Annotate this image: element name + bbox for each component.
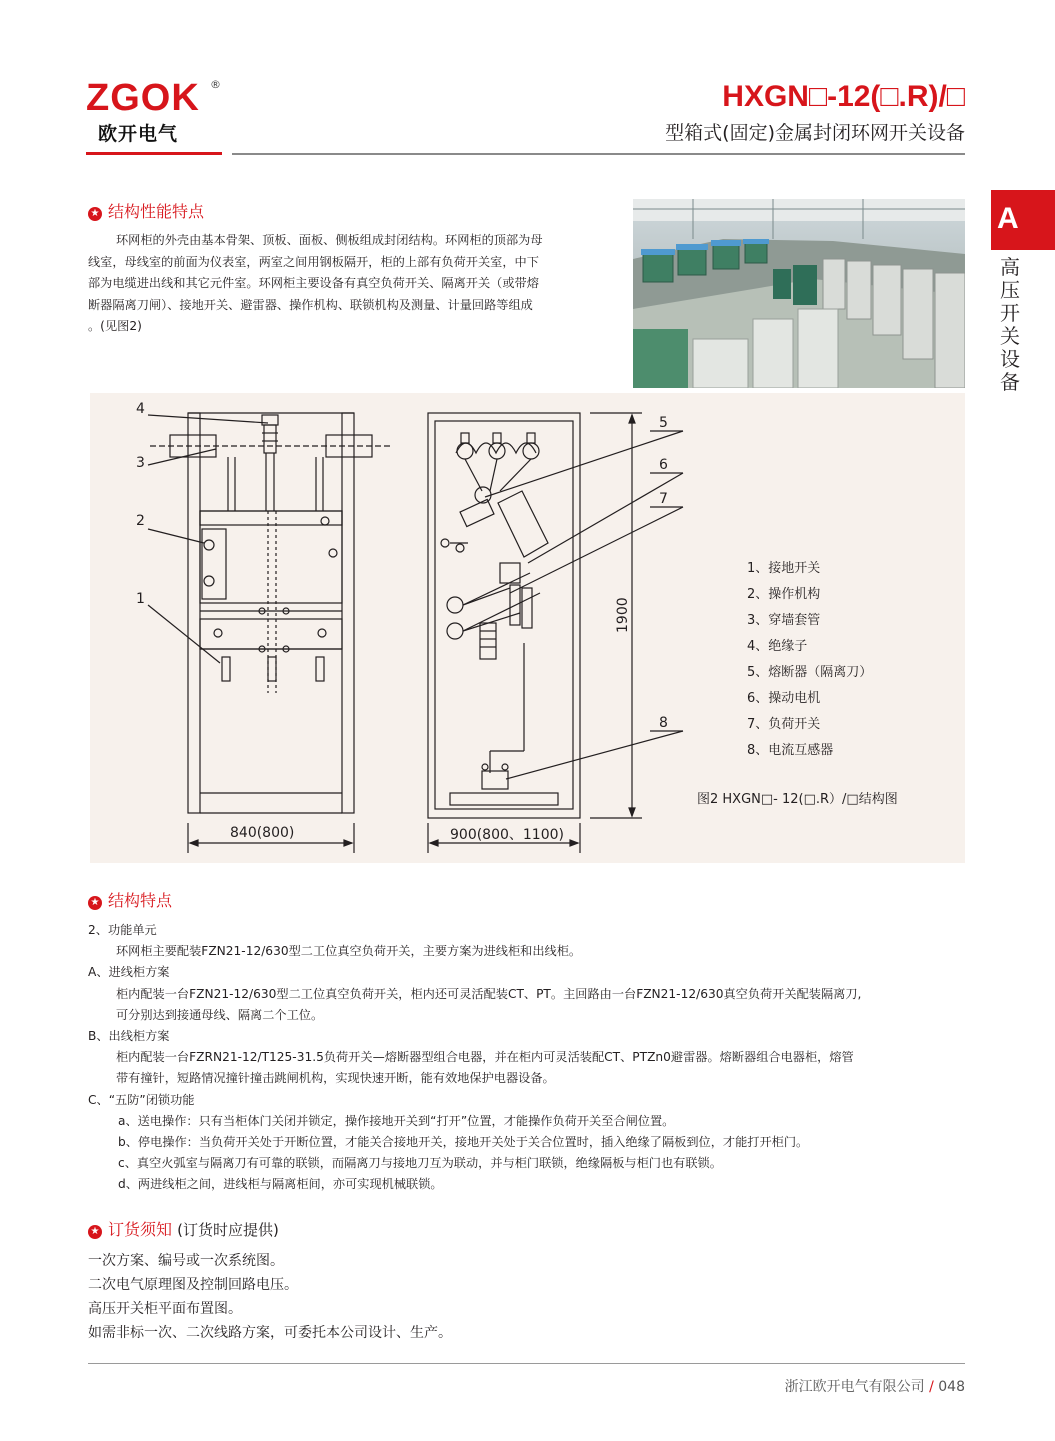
page-footer: 浙江欧开电气有限公司 / 048: [784, 1379, 965, 1395]
footer-rule: [88, 1363, 965, 1364]
product-model: HXGN□-12(□.R)/□: [722, 80, 965, 113]
star-icon: ★: [88, 207, 102, 221]
legend-item: 7、负荷开关: [747, 717, 821, 732]
callout-3: 3: [136, 455, 145, 471]
legend-item: 8、电流互感器: [747, 743, 834, 758]
product-subtitle: 型箱式(固定)金属封闭环网开关设备: [665, 122, 965, 144]
legend-item: 1、接地开关: [747, 561, 821, 576]
figure-caption: 图2 HXGN□- 12(□.R）/□结构图: [697, 792, 898, 807]
callout-8: 8: [659, 715, 668, 731]
section-tab-label: 高压开关设备: [1000, 255, 1020, 394]
logo-underline: [86, 152, 222, 155]
company-name: 浙江欧开电气有限公司: [784, 1379, 925, 1395]
callout-5: 5: [659, 415, 668, 431]
header-rule: [232, 153, 965, 155]
factory-photo: [633, 199, 965, 388]
section-heading-structure: ★ 结构特点: [88, 888, 172, 911]
section-tab: A: [991, 190, 1055, 250]
width-left: 840(800): [230, 825, 295, 841]
callout-4: 4: [136, 401, 145, 417]
page-number: 048: [938, 1379, 965, 1395]
registered-mark: ®: [210, 78, 221, 91]
star-icon: ★: [88, 896, 102, 910]
legend-item: 3、穿墙套管: [747, 613, 821, 628]
legend-item: 6、操动电机: [747, 691, 821, 706]
width-right: 900(800、1100): [450, 827, 564, 843]
star-icon: ★: [88, 1225, 102, 1239]
callout-6: 6: [659, 457, 668, 473]
section-heading-performance: ★ 结构性能特点: [88, 199, 204, 222]
brand-name: 欧开电气: [98, 123, 179, 145]
section-heading-ordering: ★ 订货须知 (订货时应提供): [88, 1217, 279, 1240]
structure-details: 2、功能单元 环网柜主要配装FZN21-12/630型二工位真空负荷开关，主要方案为进线柜和出线柜。 A、进线柜方案 柜内配装一台FZN21-12/630型二工位真空负荷开关，柜内还可灵活配装CT、PT。主回路由一台FZN21-12/630真空负荷开关配装隔离刀, 可分别达到接通母线、隔离二个工位。 B、出线柜方案 柜内配装一台FZRN21-12/T125-31.5负荷开关—熔断器型组合电器，并在柜内可灵活装配CT、PTZn0避雷器。熔断器组合电器柜，熔管 带有撞针，短路情况撞针撞击跳闸机构，实现快速开断，能有效地保护电器设备。 C、“五防”闭锁功能 a、送电操作：只有当柜体门关闭并锁定，操作接地开关到“打开”位置，才能操作负荷开关至合闸位置。 b、停电操作：当负荷开关处于开断位置，才能关合接地开关，接地开关处于关合位置时，插入绝缘了隔板到位，才能打开柜门。 c、真空火弧室与隔离刀有可靠的联锁，而隔离刀与接地刀互为联动，并与柜门联锁，绝缘隔板与柜门也有联锁。 d、两进线柜之间，进线柜与隔离柜间，亦可实现机械联锁。: [88, 923, 862, 1192]
brand-logo: ZGOK: [86, 77, 200, 119]
callout-7: 7: [659, 491, 668, 507]
ordering-notes: 一次方案、编号或一次系统图。 二次电气原理图及控制回路电压。 高压开关柜平面布置图。 如需非标一次、二次线路方案，可委托本公司设计、生产。: [88, 1253, 452, 1341]
legend-item: 4、绝缘子: [747, 639, 808, 654]
callout-2: 2: [136, 513, 145, 529]
callout-1: 1: [136, 591, 145, 607]
height-dimension: 1900: [615, 597, 631, 633]
diagram-legend: [747, 556, 872, 764]
legend-item: 2、操作机构: [747, 587, 821, 602]
legend-item: 5、熔断器（隔离刀）: [747, 665, 873, 680]
structure-paragraph: 环网柜的外壳由基本骨架、顶板、面板、侧板组成封闭结构。环网柜的顶部为母 线室，母线室的前面为仪表室，两室之间用钢板隔开，柜的上部有负荷开关室，中下 部为电缆进出线和其它元件室。环网柜主要设备有真空负荷开关、隔离开关（或带熔 断器隔离刀闸）、接地开关、避雷器、操作机构、联锁机构及测量、计量回路等组成 。(见图2): [88, 233, 543, 333]
